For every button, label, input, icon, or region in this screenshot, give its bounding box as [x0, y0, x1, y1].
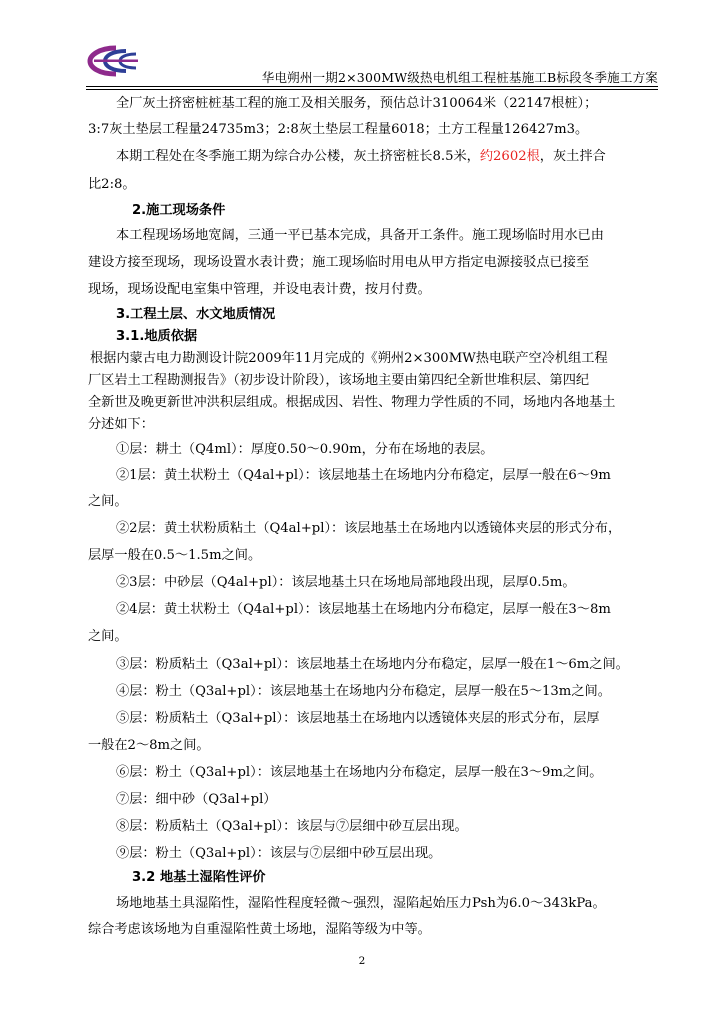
soil-layer-item: ④层：粉土（Q3al+pl）：该层地基土在场地内分布稳定，层厚一般在5～13m之间。	[116, 684, 611, 699]
subsection-heading: 3.2 地基土湿陷性评价	[132, 870, 266, 885]
soil-layer-item: 一般在2～8m之间。	[88, 738, 210, 753]
soil-layer-item: ⑧层：粉质粘土（Q3al+pl）：该层与⑦层细中砂互层出现。	[116, 819, 468, 834]
soil-layer-item: ⑦层：细中砂（Q3al+pl）	[116, 792, 277, 807]
paragraph-line: 场地地基土具湿陷性，湿陷性程度轻微～强烈，湿陷起始压力Psh为6.0～343kPa。	[116, 896, 606, 911]
soil-layer-item: ②4层：黄土状粉土（Q4al+pl）：该层地基土在场地内分布稳定，层厚一般在3～8m	[116, 602, 611, 617]
paragraph-line: 比2:8。	[88, 177, 136, 192]
paragraph-line: 建设方接至现场，现场设置水表计费；施工现场临时用电从甲方指定电源接驳点已接至	[88, 255, 590, 270]
paragraph-line: 根据内蒙古电力勘测设计院2009年11月完成的《朔州2×300MW热电联产空冷机组工程	[90, 351, 608, 366]
section-heading: 3.工程土层、水文地质情况	[116, 307, 276, 322]
soil-layer-item: ⑥层：粉土（Q3al+pl）：该层地基土在场地内分布稳定，层厚一般在3～9m之间。	[116, 765, 603, 780]
header-rule-thin	[86, 89, 658, 90]
paragraph-line: 分述如下：	[88, 417, 154, 432]
highlighted-count: 约2602根	[479, 149, 540, 164]
soil-layer-item: 之间。	[88, 629, 128, 644]
paragraph-line: 综合考虑该场地为自重湿陷性黄土场地，湿陷等级为中等。	[88, 922, 431, 937]
header-rule	[86, 86, 658, 87]
soil-layer-item: ⑤层：粉质粘土（Q3al+pl）：该层地基土在场地内以透镜体夹层的形式分布，层厚	[116, 711, 600, 726]
paragraph-line: 全厂灰土挤密桩桩基工程的施工及相关服务，预估总计310064米（22147根桩）；	[116, 96, 598, 111]
paragraph-line: 本工程现场场地宽阔，三通一平已基本完成，具备开工条件。施工现场临时用水已由	[116, 228, 604, 243]
paragraph-line: 3:7灰土垫层工程量24735m3；2:8灰土垫层工程量6018；土方工程量126427m3。	[88, 122, 589, 137]
page-number: 2	[358, 955, 366, 967]
soil-layer-item: 层厚一般在0.5～1.5m之间。	[88, 548, 262, 563]
subsection-heading: 3.1.地质依据	[116, 329, 198, 344]
soil-layer-item: ①层：耕土（Q4ml）：厚度0.50～0.90m，分布在场地的表层。	[116, 442, 494, 457]
soil-layer-item: ②1层：黄土状粉土（Q4al+pl）：该层地基土在场地内分布稳定，层厚一般在6～9m	[116, 468, 611, 483]
soil-layer-item: ②3层：中砂层（Q4al+pl）：该层地基土只在场地局部地段出现，层厚0.5m。	[116, 575, 576, 590]
soil-layer-item: ②2层：黄土状粉质粘土（Q4al+pl）：该层地基土在场地内以透镜体夹层的形式分布，	[116, 521, 622, 536]
company-logo-icon	[86, 44, 142, 78]
section-heading: 2.施工现场条件	[132, 203, 226, 218]
soil-layer-item: ③层：粉质粘土（Q3al+pl）：该层地基土在场地内分布稳定，层厚一般在1～6m之间。	[116, 657, 629, 672]
soil-layer-item: ⑨层：粉土（Q3al+pl）：该层与⑦层细中砂互层出现。	[116, 846, 442, 861]
paragraph-line: 厂区岩土工程勘测报告》（初步设计阶段），该场地主要由第四纪全新世堆积层、第四纪	[88, 373, 590, 388]
soil-layer-item: 之间。	[88, 494, 128, 509]
paragraph-line: 现场，现场设配电室集中管理，并设电表计费，按月付费。	[88, 282, 431, 297]
text-run: ，灰土拌合	[539, 149, 606, 164]
paragraph-line: 全新世及晚更新世冲洪积层组成。根据成因、岩性、物理力学性质的不同，场地内各地基土	[88, 395, 616, 410]
paragraph-line	[116, 148, 606, 166]
text-run: 本期工程处在冬季施工期为综合办公楼，灰土挤密桩长8.5米，	[116, 149, 480, 164]
header-title: 华电朔州一期2×300MW级热电机组工程桩基施工B标段冬季施工方案	[261, 70, 658, 85]
